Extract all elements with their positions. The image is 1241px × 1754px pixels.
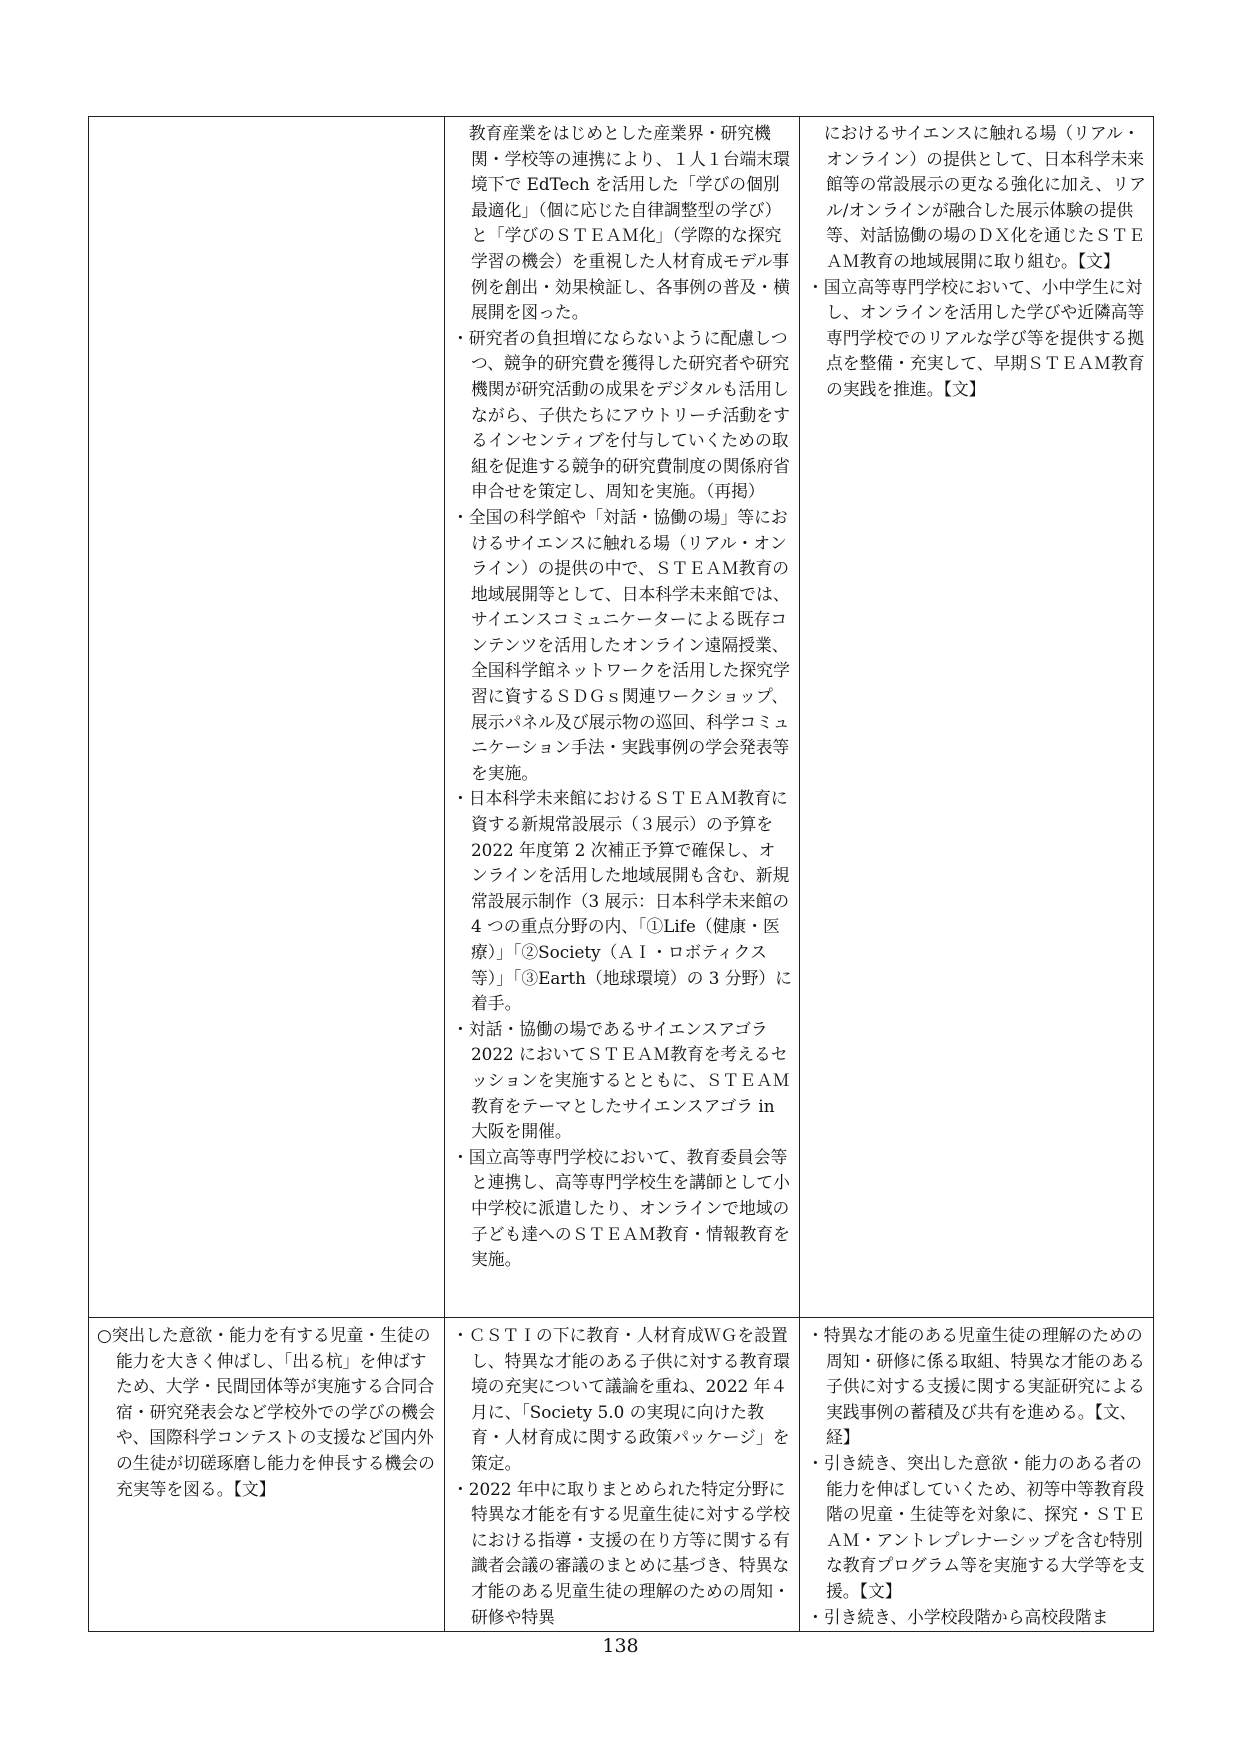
list-item: ・ＣＳＴＩの下に教育・人材育成ＷＧを設置し、特異な才能のある子供に対する教育環境の充実について議論を重ね、2022 年４月に、「Society 5.0 の実現に向けた教育・人材育成に関する政策パッケージ」を策定。 bbox=[452, 1325, 790, 1473]
column-divider-2 bbox=[799, 117, 800, 1631]
top-row-col2-cell bbox=[452, 121, 792, 1273]
list-item: ・国立高等専門学校において、小中学生に対し、オンラインを活用した学びや近隣高等専門学校でのリアルな学び等を提供する拠点を整備・充実して、早期ＳＴＥＡＭ教育の実践を推進。【文】 bbox=[807, 276, 1145, 399]
bottom-row-col1-cell bbox=[97, 1323, 437, 1502]
list-item: ・引き続き、小学校段階から高校段階ま bbox=[807, 1606, 1109, 1627]
column-divider-1 bbox=[444, 117, 445, 1631]
list-item: ・日本科学未来館におけるＳＴＥＡＭ教育に資する新規常設展示（３展示）の予算を 2022 年度第 2 次補正予算で確保し、オンラインを活用した地域展開も含む、新規常設展示制作（3 展示：日本科学未来館の 4 つの重点分野の内、「①Life（健康・医療）」「②Society（ＡＩ・ロボティクス等）」「③Earth（地球環境）の 3 分野）に着手。 bbox=[452, 788, 792, 1014]
policy-table bbox=[88, 116, 1154, 1632]
list-item: におけるサイエンスに触れる場（リアル・オンライン）の提供として、日本科学未来館等の常設展示の更なる強化に加え、リアル/オンラインが融合した展示体験の提供等、対話協働の場のＤＸ化を通じたＳＴＥＡＭ教育の地域展開に取り組む。【文】 bbox=[807, 123, 1146, 271]
list-item: 教育産業をはじめとした産業界・研究機関・学校等の連携により、１人１台端末環境下で EdTech を活用した「学びの個別最適化」（個に応じた自律調整型の学び）と「学びのＳＴＥＡＭ化」（学際的な探究学習の機会）を重視した人材育成モデル事例を創出・効果検証し、各事例の普及・横展開を図った。 bbox=[452, 123, 790, 323]
list-item: ・国立高等専門学校において、教育委員会等と連携し、高等専門学校生を講師として小中学校に派遣したり、オンラインで地域の子ども達へのＳＴＥＡＭ教育・情報教育を実施。 bbox=[452, 1146, 790, 1270]
page-number: 138 bbox=[602, 1635, 639, 1657]
list-item: ・全国の科学館や「対話・協働の場」等におけるサイエンスに触れる場（リアル・オンライン）の提供の中で、ＳＴＥＡＭ教育の地域展開等として、日本科学未来館では、サイエンスコミュニケーターによる既存コンテンツを活用したオンライン遠隔授業、全国科学館ネットワークを活用した探究学習に資するＳＤＧｓ関連ワークショップ、展示パネル及び展示物の巡回、科学コミュニケーション手法・実践事例の学会発表等を実施。 bbox=[452, 506, 790, 783]
list-item: ・研究者の負担増にならないように配慮しつつ、競争的研究費を獲得した研究者や研究機関が研究活動の成果をデジタルも活用しながら、子供たちにアウトリーチ活動をするインセンティブを付与していくための取組を促進する競争的研究費制度の関係府省申合せを策定し、周知を実施。（再掲） bbox=[452, 327, 790, 502]
row-divider bbox=[89, 1317, 1153, 1318]
bottom-row-col3-cell bbox=[807, 1323, 1147, 1630]
bottom-row-col2-cell bbox=[452, 1323, 792, 1630]
list-item: ・2022 年中に取りまとめられた特定分野に特異な才能を有する児童生徒に対する学校における指導・支援の在り方等に関する有識者会議の審議のまとめに基づき、特異な才能のある児童生徒の理解のための周知・研修や特異 bbox=[452, 1478, 790, 1627]
list-item: ○突出した意欲・能力を有する児童・生徒の能力を大きく伸ばし、「出る杭」を伸ばすため、大学・民間団体等が実施する合同合宿・研究発表会など学校外での学びの機会や、国際科学コンテストの支援など国内外の生徒が切磋琢磨し能力を伸長する機会の充実等を図る。【文】 bbox=[97, 1325, 435, 1499]
top-row-col3-cell bbox=[807, 121, 1147, 403]
list-item: ・特異な才能のある児童生徒の理解のための周知・研修に係る取組、特異な才能のある子供に対する支援に関する実証研究による実践事例の蓄積及び共有を進める。【文、経】 bbox=[807, 1325, 1145, 1448]
list-item: ・引き続き、突出した意欲・能力のある者の能力を伸ばしていくため、初等中等教育段階の児童・生徒等を対象に、探究・ＳＴＥＡＭ・アントレプレナーシップを含む特別な教育プログラム等を実施する大学等を支援。【文】 bbox=[807, 1452, 1145, 1601]
list-item: ・対話・協働の場であるサイエンスアゴラ 2022 においてＳＴＥＡＭ教育を考えるセッションを実施するとともに、ＳＴＥＡＭ教育をテーマとしたサイエンスアゴラ in 大阪を開催。 bbox=[452, 1018, 790, 1142]
